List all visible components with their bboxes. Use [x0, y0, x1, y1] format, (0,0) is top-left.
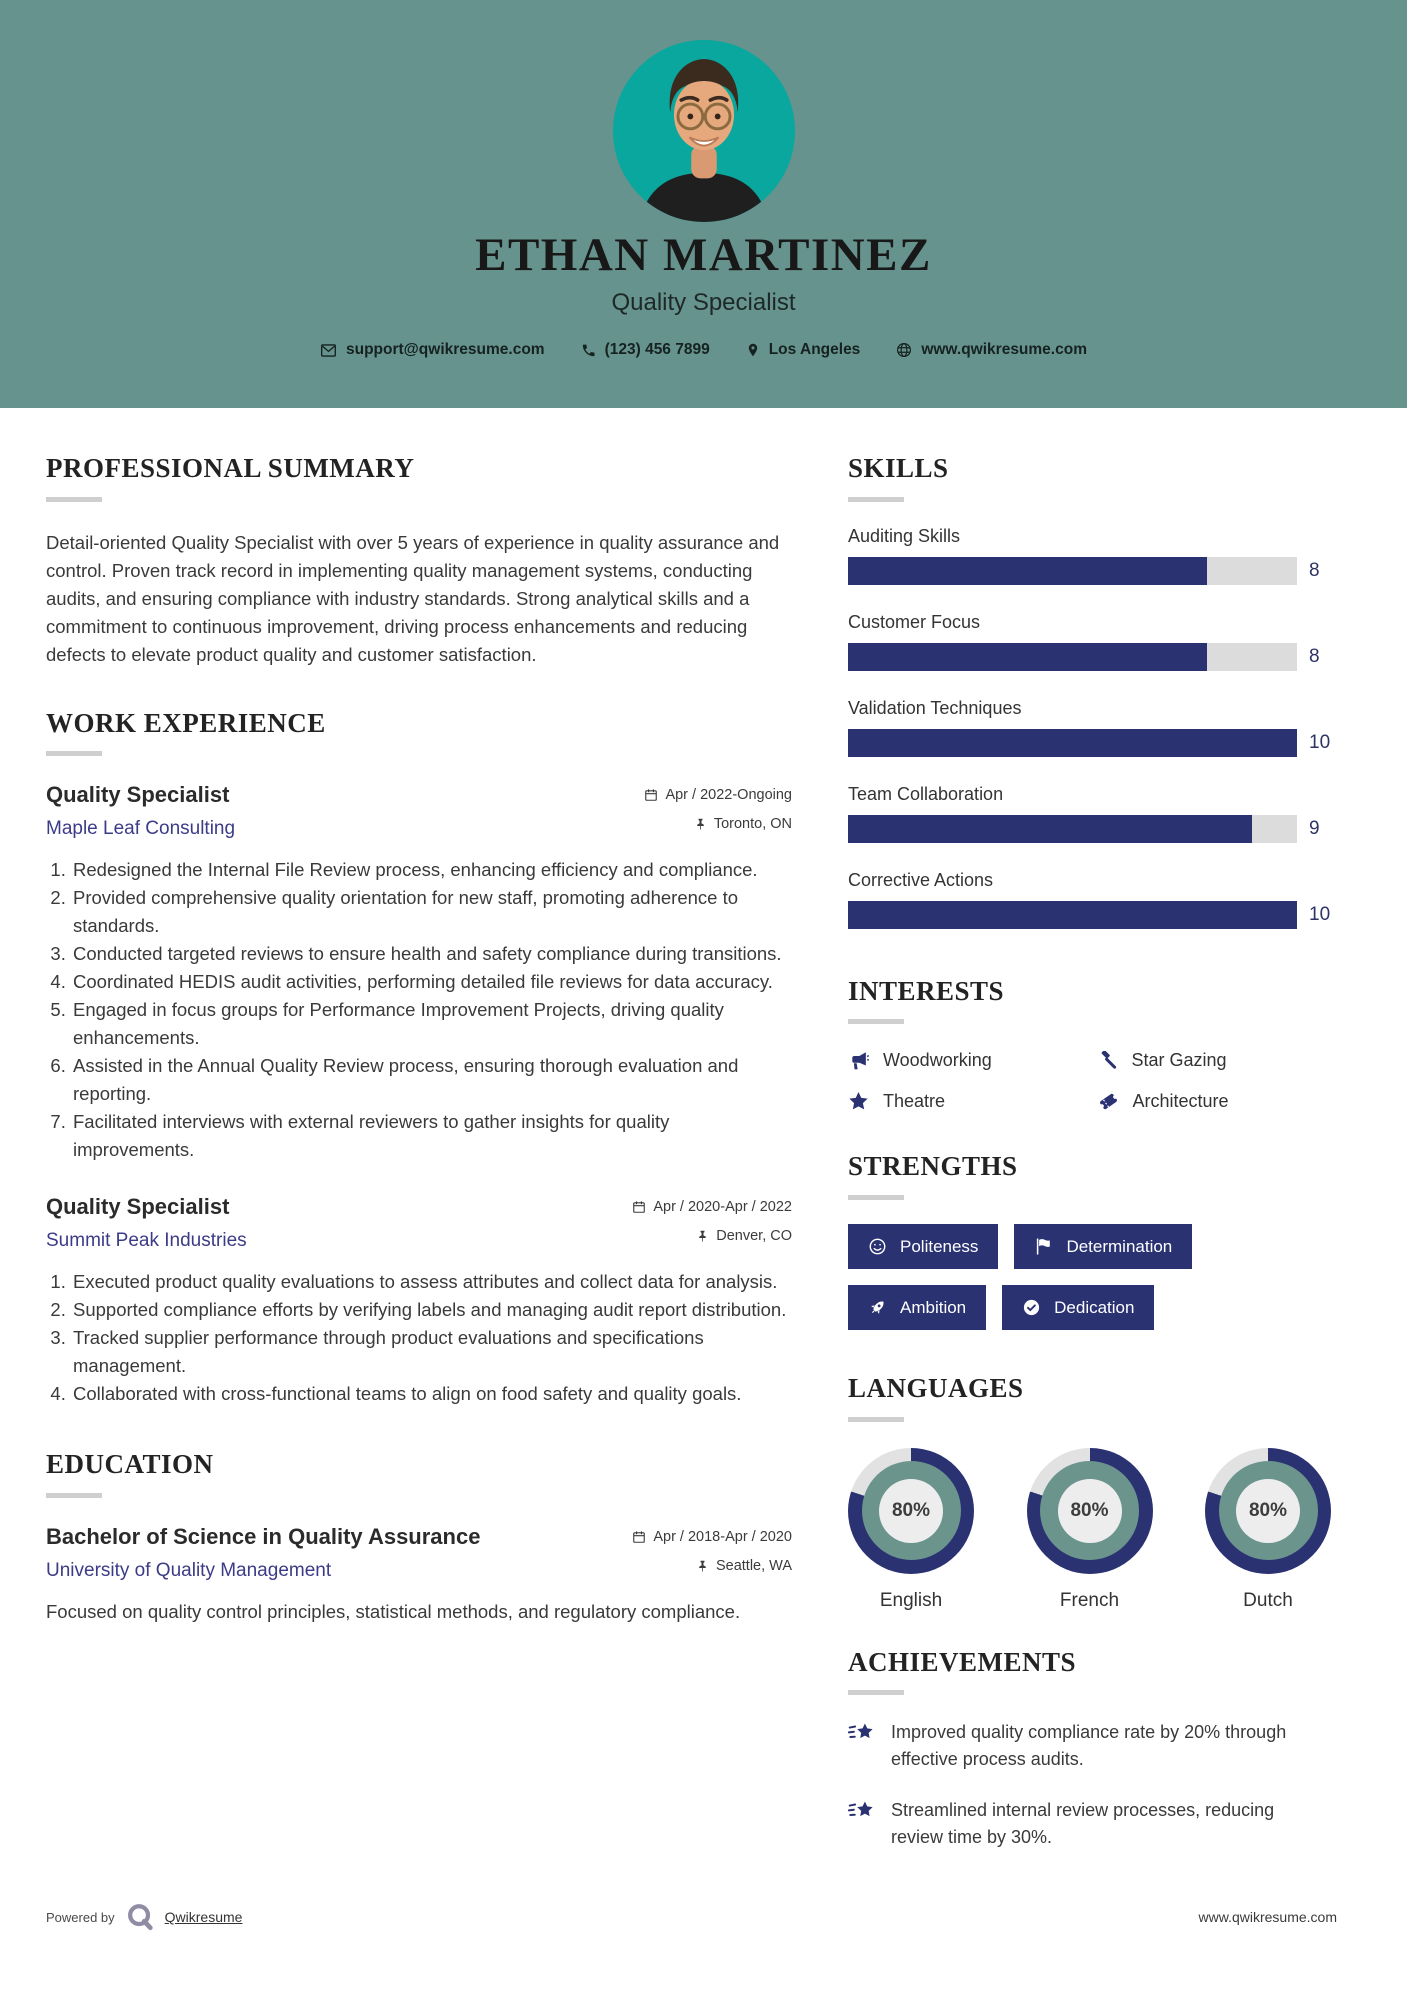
language-percent: 80% [1236, 1479, 1300, 1543]
job-dates: Apr / 2022-Ongoing [665, 787, 792, 804]
interest-item: Architecture [1098, 1091, 1338, 1112]
strength-badge: Politeness [848, 1224, 998, 1269]
job-location: Denver, CO [716, 1228, 792, 1245]
interest-item: Star Gazing [1098, 1050, 1338, 1071]
candidate-name: ETHAN MARTINEZ [475, 229, 932, 281]
skill-bar-track [848, 643, 1297, 671]
rocket-icon [868, 1298, 887, 1317]
pushpin-icon [694, 817, 707, 831]
ticket-icon [1098, 1091, 1119, 1112]
megaphone-icon [848, 1050, 869, 1071]
language-label: French [1059, 1589, 1120, 1611]
education-meta [632, 1524, 792, 1574]
skill-score: 8 [1309, 559, 1320, 581]
skill-bar-fill [848, 643, 1207, 671]
education-location: Seattle, WA [715, 1558, 792, 1575]
map-pin-icon [746, 342, 760, 358]
skill-item: Validation Techniques 10 [848, 698, 1337, 757]
pushpin-icon [696, 1229, 709, 1243]
contact-row [0, 341, 1407, 359]
envelope-icon [320, 342, 337, 359]
shooting-star-icon [848, 1799, 876, 1825]
job-bullet: 7. Facilitated interviews with external reviewers to gather insights for quality improvements. [71, 1108, 792, 1164]
interest-item: Woodworking [848, 1050, 1088, 1071]
language-donut-ring [1027, 1448, 1153, 1574]
check-circle-icon [1022, 1298, 1041, 1317]
job-title: Quality Specialist [46, 1194, 230, 1220]
degree-title: Bachelor of Science in Quality Assurance [46, 1524, 481, 1550]
section-skills [848, 454, 1337, 929]
left-column [46, 454, 792, 1851]
job-location: Toronto, ON [713, 816, 792, 833]
heading-underline [848, 1417, 904, 1422]
language-item [848, 1448, 974, 1612]
job-bullet: 4. Collaborated with cross-functional teams to align on food safety and quality goals. [71, 1380, 792, 1408]
profile-photo [613, 40, 795, 222]
job-title: Quality Specialist [46, 782, 230, 808]
summary-text: Detail-oriented Quality Specialist with over 5 years of experience in quality assurance and control. Proven track record in implementing quality management systems, conducting audits, and ensuring compliance with industry standards. Strong analytical skills and a commitment to continuous improvement, driving process enhancements and reducing defects to elevate product quality and customer satisfaction. [46, 531, 780, 665]
heading-underline [848, 1690, 904, 1695]
contact-email[interactable]: support@qwikresume.com [320, 341, 545, 359]
job-bullet: 4. Coordinated HEDIS audit activities, performing detailed file reviews for data accuracy. [71, 968, 792, 996]
footer-website[interactable]: www.qwikresume.com [1198, 1909, 1337, 1925]
strengths-heading: STRENGTHS [848, 1151, 1018, 1182]
job-bullet: 3. Tracked supplier performance through product evaluations and specifications management. [71, 1324, 792, 1380]
skill-item: Auditing Skills 8 [848, 526, 1337, 585]
education-dates: Apr / 2018-Apr / 2020 [653, 1529, 792, 1546]
education-heading: EDUCATION [46, 1449, 214, 1480]
job-entry [46, 1194, 792, 1408]
powered-by-label: Powered by [46, 1909, 115, 1925]
strength-badge: Dedication [1002, 1285, 1154, 1330]
section-strengths [848, 1152, 1337, 1330]
job-bullet: 5. Engaged in focus groups for Performance Improvement Projects, driving quality enhancements. [71, 996, 792, 1052]
body [0, 408, 1407, 1851]
achievement-item: Improved quality compliance rate by 20% through effective process audits. [848, 1719, 1326, 1773]
job-meta [632, 1194, 792, 1244]
job-bullets [46, 856, 792, 1164]
interest-item: Theatre [848, 1091, 1088, 1112]
heading-underline [46, 497, 102, 502]
globe-icon [896, 342, 912, 358]
skill-bar-fill [848, 815, 1252, 843]
job-bullet: 3. Conducted targeted reviews to ensure health and safety compliance during transitions. [71, 940, 792, 968]
language-percent: 80% [879, 1479, 943, 1543]
achievements-heading: ACHIEVEMENTS [848, 1646, 1077, 1677]
achievement-item: Streamlined internal review processes, reducing review time by 30%. [848, 1797, 1326, 1851]
heading-underline [46, 1493, 102, 1498]
phone-icon [581, 343, 596, 358]
job-bullet: 1. Redesigned the Internal File Review process, enhancing efficiency and compliance. [71, 856, 792, 884]
section-work-experience [46, 709, 792, 1409]
company-link[interactable]: Maple Leaf Consulting [46, 818, 236, 840]
summary-heading: PROFESSIONAL SUMMARY [46, 453, 415, 483]
contact-website[interactable]: www.qwikresume.com [896, 341, 1087, 359]
language-item [1205, 1448, 1331, 1612]
contact-phone[interactable]: (123) 456 7899 [581, 341, 710, 359]
language-item [1027, 1448, 1153, 1612]
work-heading: WORK EXPERIENCE [46, 707, 326, 738]
calendar-icon [632, 1530, 646, 1544]
footer [46, 1902, 1337, 1932]
person-portrait-illustration [613, 40, 795, 222]
skill-item: Corrective Actions 10 [848, 870, 1337, 929]
skill-score: 10 [1309, 903, 1331, 925]
skill-item: Team Collaboration 9 [848, 784, 1337, 843]
language-donut-ring [1205, 1448, 1331, 1574]
job-dates: Apr / 2020-Apr / 2022 [653, 1199, 792, 1216]
skill-item: Customer Focus 8 [848, 612, 1337, 671]
language-percent: 80% [1058, 1479, 1122, 1543]
heading-underline [848, 497, 904, 502]
job-meta [644, 782, 792, 832]
job-bullets [46, 1268, 792, 1408]
section-professional-summary [46, 454, 792, 669]
star-icon [848, 1091, 869, 1112]
pushpin-icon [696, 1559, 709, 1573]
section-languages [848, 1374, 1337, 1612]
skill-bar-track [848, 901, 1297, 929]
job-bullet: 2. Supported compliance efforts by verifying labels and managing audit report distribution. [71, 1296, 792, 1324]
job-bullet: 2. Provided comprehensive quality orientation for new staff, promoting adherence to standards. [71, 884, 792, 940]
company-link[interactable]: Summit Peak Industries [46, 1230, 247, 1252]
section-achievements [848, 1648, 1337, 1852]
skill-bar-fill [848, 729, 1297, 757]
job-entry [46, 782, 792, 1164]
qwikresume-logo-icon [125, 1902, 155, 1932]
skill-score: 8 [1309, 645, 1320, 667]
candidate-title: Quality Specialist [611, 289, 796, 316]
section-education [46, 1450, 792, 1626]
skills-heading: SKILLS [848, 453, 949, 483]
skill-bar-fill [848, 901, 1297, 929]
heading-underline [848, 1195, 904, 1200]
strength-badge: Determination [1014, 1224, 1192, 1269]
qwikresume-link[interactable]: Qwikresume [164, 1909, 243, 1925]
job-bullet: 1. Executed product quality evaluations to assess attributes and collect data for analysis. [71, 1268, 792, 1296]
language-label: Dutch [1243, 1589, 1293, 1611]
calendar-icon [632, 1200, 646, 1214]
skill-bar-fill [848, 557, 1207, 585]
skill-score: 10 [1309, 731, 1331, 753]
education-entry [46, 1524, 792, 1626]
language-donut-ring [848, 1448, 974, 1574]
heading-underline [46, 751, 102, 756]
skill-bar-track [848, 557, 1297, 585]
calendar-icon [644, 788, 658, 802]
strength-badge: Ambition [848, 1285, 986, 1330]
interests-heading: INTERESTS [848, 975, 1005, 1006]
language-label: English [879, 1589, 943, 1611]
section-interests [848, 977, 1337, 1113]
languages-heading: LANGUAGES [848, 1373, 1024, 1404]
smiley-icon [868, 1237, 887, 1256]
education-description: Focused on quality control principles, statistical methods, and regulatory compliance. [46, 1601, 741, 1623]
skill-bar-track [848, 729, 1297, 757]
right-column [848, 454, 1337, 1851]
gavel-icon [1098, 1051, 1118, 1071]
school-link[interactable]: University of Quality Management [46, 1560, 332, 1582]
skill-bar-track [848, 815, 1297, 843]
heading-underline [848, 1019, 904, 1024]
flag-icon [1034, 1237, 1053, 1256]
job-bullet: 6. Assisted in the Annual Quality Review process, ensuring thorough evaluation and reporting. [71, 1052, 792, 1108]
contact-location: Los Angeles [746, 341, 861, 359]
header [0, 0, 1407, 408]
skill-score: 9 [1309, 817, 1320, 839]
shooting-star-icon [848, 1721, 876, 1747]
